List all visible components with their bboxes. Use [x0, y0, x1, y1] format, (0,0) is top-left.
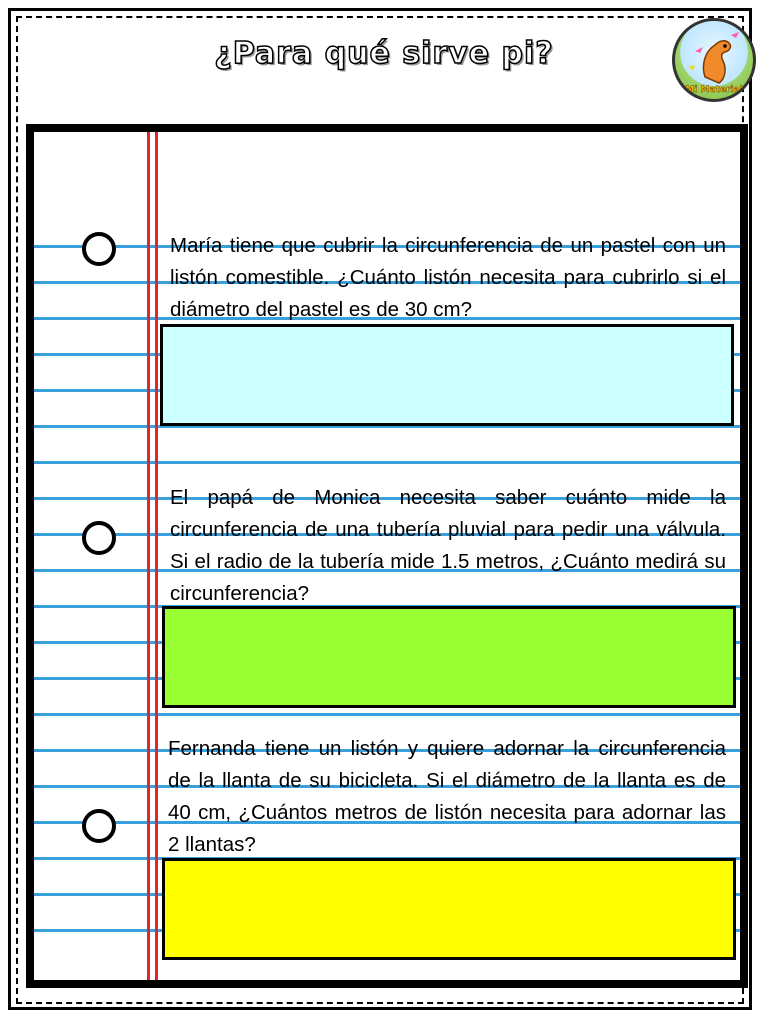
dinosaur-logo-icon — [672, 18, 756, 102]
problem-2-text: El papá de Monica necesita saber cuánto mide la circunferencia de una tubería pluvial para pedir una válvula. Si el radio de la tubería mide 1.5 metros, ¿Cuánto medirá su circunferencia? — [170, 486, 726, 605]
margin-line — [155, 132, 158, 980]
answer-box-3[interactable] — [162, 858, 736, 960]
problem-1-text: María tiene que cubrir la circunferencia de un pastel con un listón comestible. ¿Cuánto listón necesita para cubrirlo si el diámetro del pastel es de 30 cm? — [170, 234, 726, 321]
binder-hole — [82, 232, 116, 266]
ruled-line — [34, 461, 740, 464]
answer-box-2[interactable] — [162, 606, 736, 708]
ruled-line — [34, 713, 740, 716]
notebook-paper — [26, 124, 748, 988]
binder-hole — [82, 809, 116, 843]
binder-hole — [82, 521, 116, 555]
logo-text: Mi Material — [685, 85, 743, 95]
page-title: ¿Para qué sirve pi? — [214, 36, 554, 71]
problem-3-text: Fernanda tiene un listón y quiere adornar la circunferencia de la llanta de su bicicleta. Si el diámetro de la llanta es de 40 cm, ¿Cuántos metros de listón necesita para adornar las 2 llantas? — [168, 737, 726, 856]
answer-box-1[interactable] — [160, 324, 734, 426]
margin-line — [147, 132, 150, 980]
